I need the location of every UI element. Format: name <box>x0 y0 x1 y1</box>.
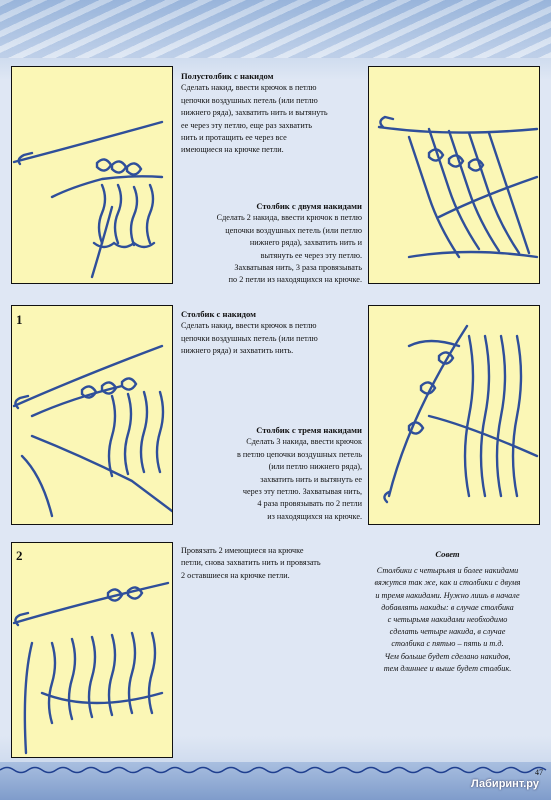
section-title: Столбик с двумя накидами <box>256 201 362 211</box>
tip-line: добавлять накиды: в случае столбика <box>381 602 514 612</box>
illustration-double-treble <box>368 66 540 284</box>
section-line: 4 раза провязывать по 2 петли <box>257 499 362 509</box>
section-double-treble <box>180 200 362 287</box>
tip-line: Столбики с четырьмя и более накидами <box>376 566 519 576</box>
section-line: Провязать 2 имеющиеся на крючке <box>181 546 304 555</box>
section-line: петли, снова захватить нить и провязать <box>181 558 321 568</box>
section-line: в петлю цепочки воздушных петель <box>237 449 362 459</box>
section-title: Полустолбик с накидом <box>181 71 274 81</box>
section-line: через эту петлю. Захватывая нить, <box>242 487 362 497</box>
tip-title: Совет <box>435 549 460 559</box>
section-line: нижнего ряда), захватить нить и <box>249 238 362 248</box>
section-line: из находящихся на крючке. <box>267 511 362 521</box>
step-number: 2 <box>16 548 23 563</box>
section-half-double-crochet <box>181 70 361 157</box>
decorative-header-band <box>0 0 551 58</box>
section-line: имеющиеся на крючке петли. <box>181 145 284 155</box>
section-title: Столбик с накидом <box>181 309 257 319</box>
step-number: 1 <box>16 312 23 327</box>
section-line: цепочки воздушных петель (или петлю <box>181 333 318 343</box>
illustration-double-crochet <box>11 305 173 525</box>
tip-line: тем длиннее и выше будет столбик. <box>383 663 512 673</box>
section-line: захватить нить и вытянуть ее <box>260 474 362 484</box>
tip-block <box>355 548 540 675</box>
section-line: Сделать 2 накида, ввести крючок в петлю <box>216 213 362 223</box>
watermark-logo: Лабиринт.ру <box>471 778 539 790</box>
section-line: Сделать накид, ввести крючок в петлю <box>181 321 317 331</box>
section-line: Захватывая нить, 3 раза провязывать <box>234 263 362 273</box>
tip-line: сделать четыре накида, в случае <box>389 627 506 637</box>
page-number: 47 <box>535 768 543 777</box>
section-triple-treble <box>190 424 362 523</box>
illustration-triple-treble <box>368 305 540 525</box>
tip-line: Чем больше будет сделано накидов, <box>384 651 511 661</box>
section-line: ее через эту петлю, еще раз захватить <box>181 120 313 130</box>
section-line: нижнего ряда), захватить нить и вытянуть <box>181 108 328 118</box>
section-line: нижнего ряда) и захватить нить. <box>181 346 294 356</box>
tip-line: с четырьмя накидами необходимо <box>387 615 508 625</box>
decorative-wave-border <box>0 765 551 775</box>
section-double-crochet <box>181 308 361 358</box>
tip-line: столбика с пятью – пять и т.д. <box>391 639 504 649</box>
section-line: 2 оставшиеся на крючке петли. <box>181 570 290 580</box>
illustration-finishing-stitch <box>11 542 173 758</box>
section-line: Сделать 3 накида, ввести крючок <box>246 437 362 447</box>
illustration-half-double-crochet <box>11 66 173 284</box>
section-line: по 2 петли из находящихся на крючке. <box>228 275 362 285</box>
tip-line: вяжутся так же, как и столбики с двумя <box>374 578 521 588</box>
section-finishing <box>181 545 363 582</box>
section-line: вытянуть ее через эту петлю. <box>260 250 362 260</box>
section-line: цепочки воздушных петель (или петлю <box>225 225 362 235</box>
section-line: Сделать накид, ввести крючок в петлю <box>181 83 317 93</box>
section-line: (или петлю нижнего ряда), <box>268 462 362 472</box>
section-line: цепочки воздушных петель (или петлю <box>181 95 318 105</box>
section-line: нить и протащить ее через все <box>181 133 287 143</box>
tip-line: и тремя накидами. Нужно лишь в начале <box>375 590 520 600</box>
section-title: Столбик с тремя накидами <box>256 425 362 435</box>
